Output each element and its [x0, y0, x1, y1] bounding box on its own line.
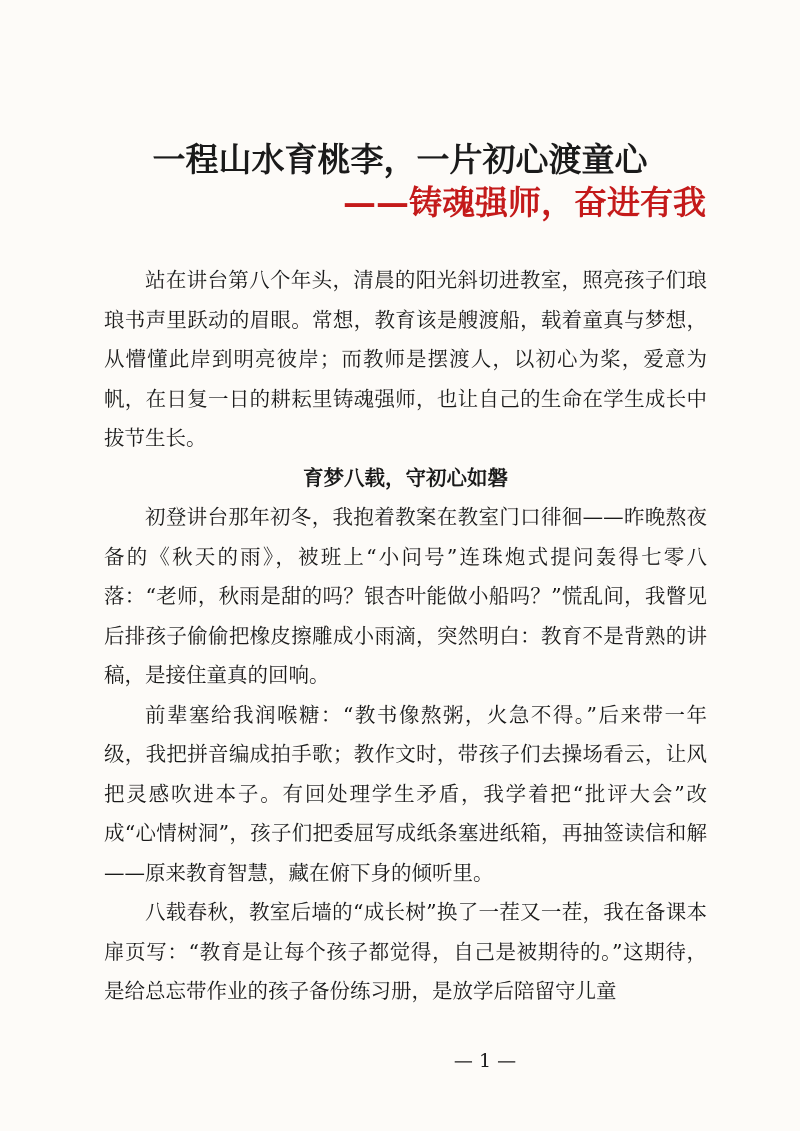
section-heading: 育梦八载，守初心如磐	[303, 465, 508, 490]
intro-paragraph: 站在讲台第八个年头，清晨的阳光斜切进教室，照亮孩子们琅琅书声里跃动的眉眼。常想，教育该是艘渡船，载着童真与梦想，从懵懂此岸到明亮彼岸；而教师是摆渡人，以初心为桨，爱意为帆，在日复一日的耕耘里铸魂强师，也让自己的生命在学生成长中拔节生长。	[104, 268, 707, 450]
document-subtitle: ——铸魂强师，奋进有我	[343, 183, 706, 222]
body-paragraph: 八载春秋，教室后墙的“成长树”换了一茬又一茬，我在备课本扉页写：“教育是让每个孩子都觉得，自己是被期待的。”这期待，是给总忘带作业的孩子备份练习册，是放学后陪留守儿童	[104, 900, 707, 1003]
document-body	[104, 261, 707, 1012]
body-paragraph: 初登讲台那年初冬，我抱着教案在教室门口徘徊——昨晚熬夜备的《秋天的雨》，被班上“小问号”连珠炮式提问轰得七零八落：“老师，秋雨是甜的吗？银杏叶能做小船吗？”慌乱间，我瞥见后排孩子偷偷把橡皮擦雕成小雨滴，突然明白：教育不是背熟的讲稿，是接住童真的回响。	[104, 505, 707, 687]
document-title: 一程山水育桃李，一片初心渡童心	[152, 140, 648, 179]
page-number: — 1 —	[453, 1050, 517, 1072]
body-paragraph: 前辈塞给我润喉糖：“教书像熬粥，火急不得。”后来带一年级，我把拼音编成拍手歌；教作文时，带孩子们去操场看云，让风把灵感吹进本子。有回处理学生矛盾，我学着把“批评大会”改成“心情树洞”，孩子们把委屈写成纸条塞进纸箱，再抽签读信和解——原来教育智慧，藏在俯下身的倾听里。	[104, 702, 707, 885]
